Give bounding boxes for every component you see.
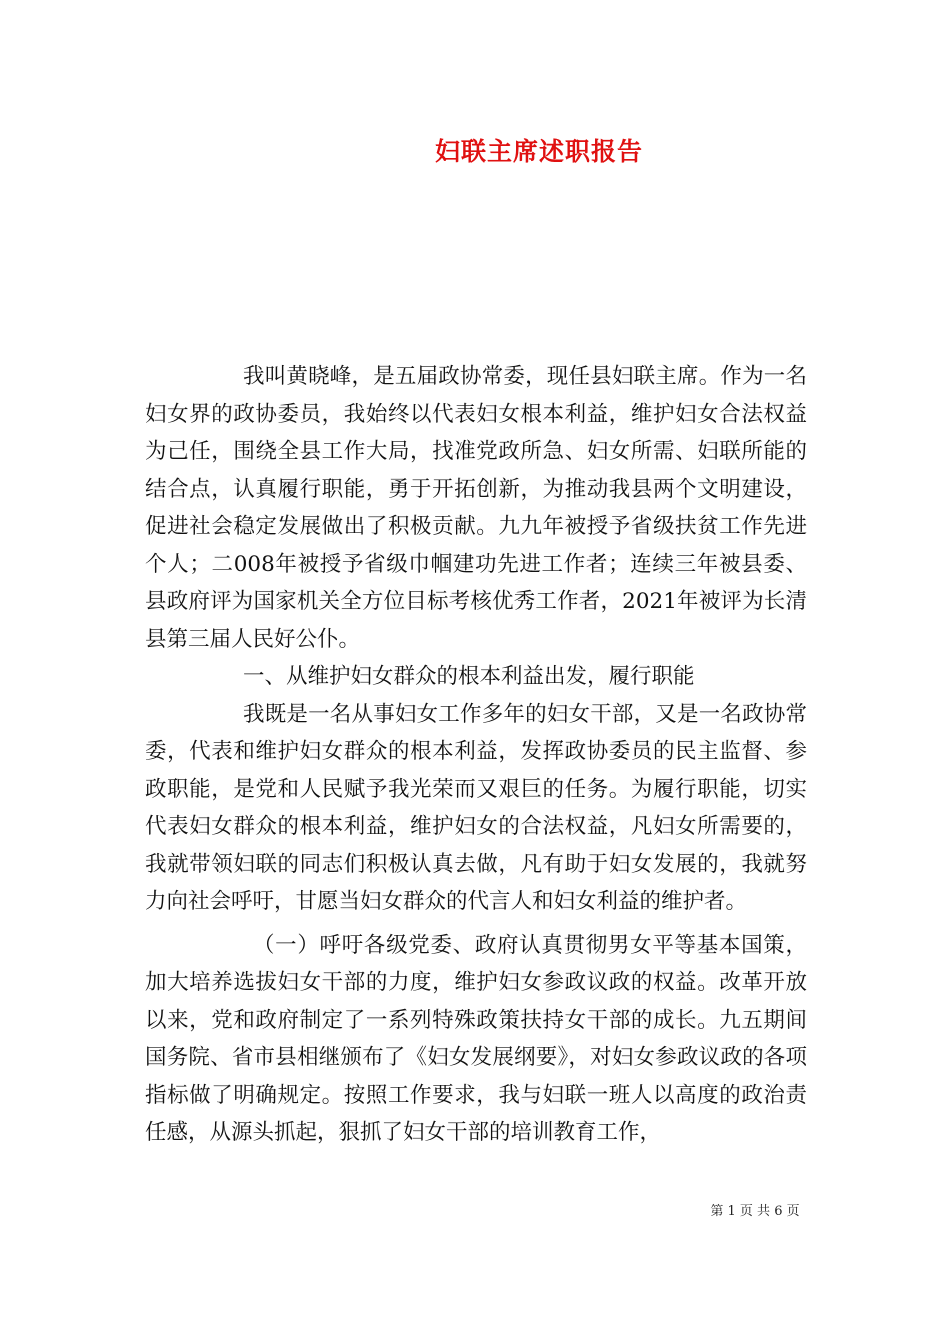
paragraph-section-1: 我既是一名从事妇女工作多年的妇女干部，又是一名政协常委，代表和维护妇女群众的根本利益，发挥政协委员的民主监督、参政职能，是党和人民赋予我光荣而又艰巨的任务。为履行职能，切实代表妇女群众的根本利益，维护妇女的合法权益，凡妇女所需要的，我就带领妇联的同志们积极认真去做，凡有助于妇女发展的，我就努力向社会呼吁，甘愿当妇女群众的代言人和妇女利益的维护者。 xyxy=(145,701,807,914)
section-heading-1: 一、从维护妇女群众的根本利益出发，履行职能 xyxy=(243,664,695,689)
paragraph-subsection-1: （一）呼吁各级党委、政府认真贯彻男女平等基本国策，加大培养选拔妇女干部的力度，维护妇女参政议政的权益。改革开放以来，党和政府制定了一系列特殊政策扶持女干部的成长。九五期间国务院、省市县相继颁布了《妇女发展纲要》，对妇女参政议政的各项指标做了明确规定。按照工作要求，我与妇联一班人以高度的政治责任感，从源头抓起，狠抓了妇女干部的培训教育工作， xyxy=(145,932,807,1145)
document-title: 妇联主席述职报告 xyxy=(434,137,643,166)
page-footer: 第 1 页 共 6 页 xyxy=(710,1204,800,1219)
paragraph-intro: 我叫黄晓峰，是五届政协常委，现任县妇联主席。作为一名妇女界的政协委员，我始终以代表妇女根本利益，维护妇女合法权益为己任，围绕全县工作大局，找准党政所急、妇女所需、妇联所能的结合点，认真履行职能，勇于开拓创新，为推动我县两个文明建设，促进社会稳定发展做出了积极贡献。九九年被授予省级扶贫工作先进个人；二008年被授予省级巾帼建功先进工作者；连续三年被县委、县政府评为国家机关全方位目标考核优秀工作者，2021年被评为长清县第三届人民好公仆。 xyxy=(145,364,808,652)
document-body xyxy=(145,358,807,1152)
